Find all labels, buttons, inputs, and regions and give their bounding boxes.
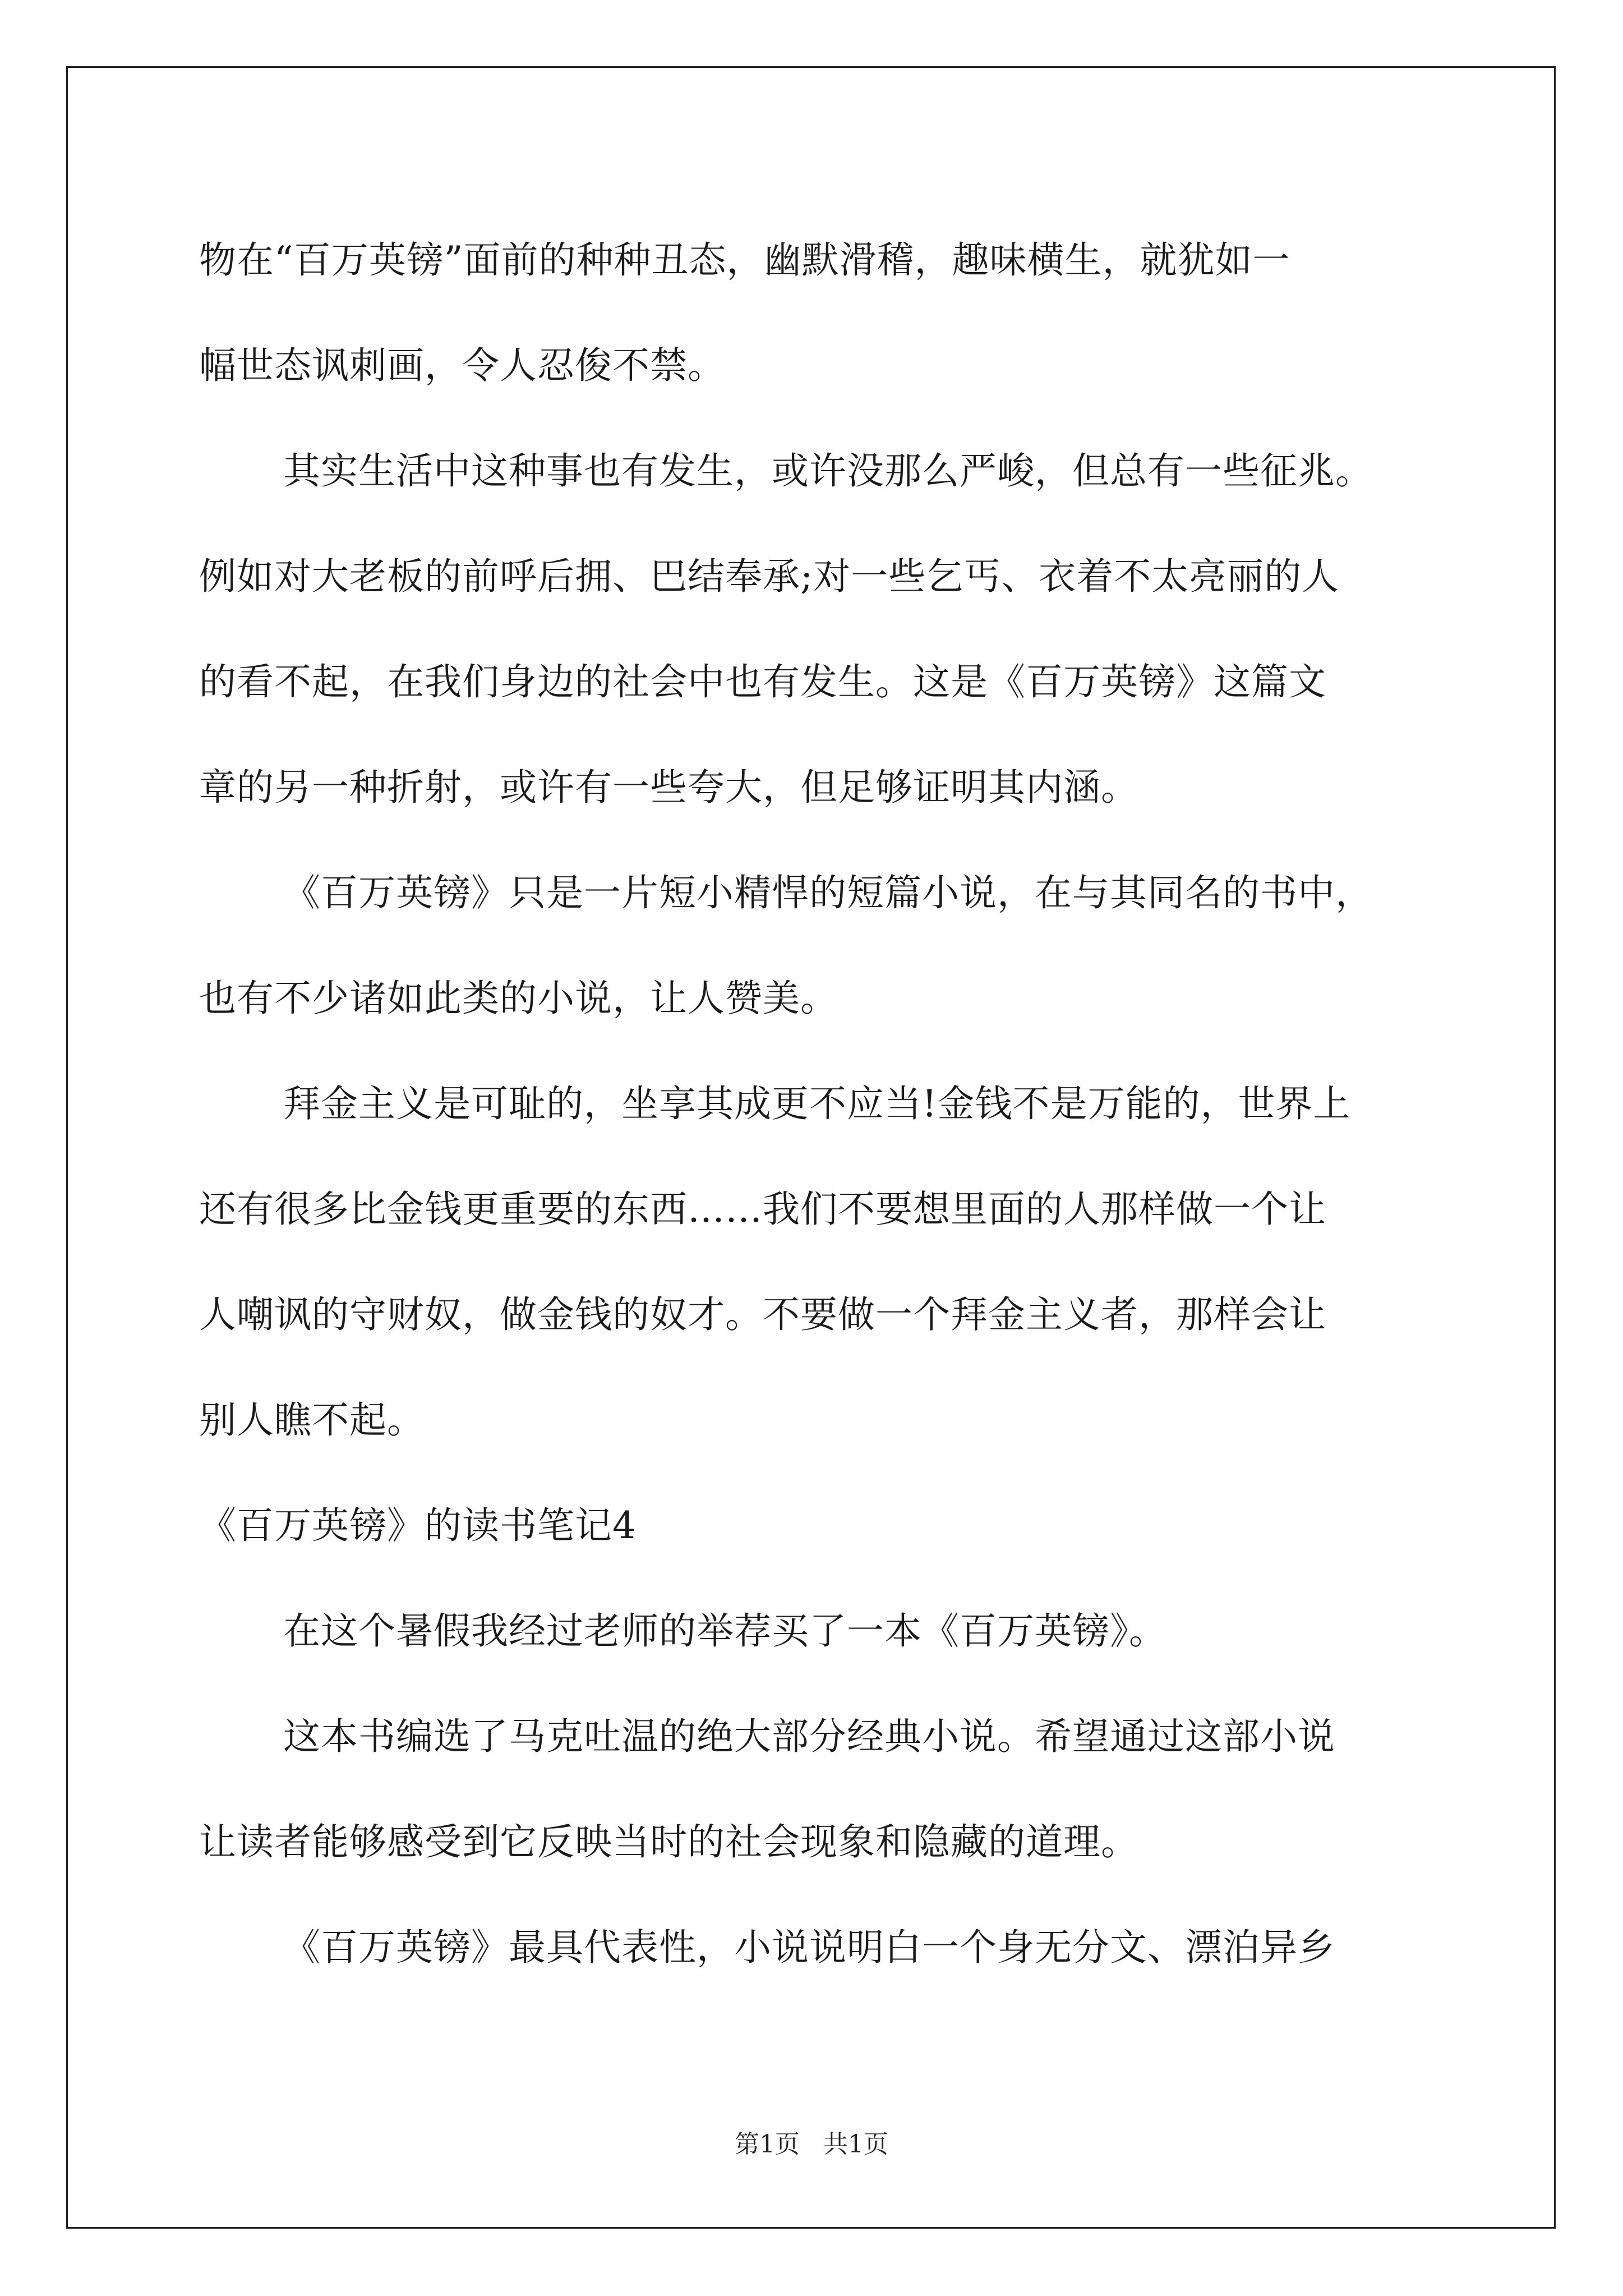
text-line: 人嘲讽的守财奴，做金钱的奴才。不要做一个拜金主义者，那样会让 — [199, 1293, 1326, 1336]
document-body — [199, 208, 1433, 2000]
text-line: 物在“百万英镑”面前的种种丑态，幽默滑稽，趣味横生，就犹如一 — [199, 238, 1290, 282]
text-line: 《百万英镑》最具代表性，小说说明白一个身无分文、漂泊异乡 — [283, 1926, 1335, 1969]
text-line: 让读者能够感受到它反映当时的社会现象和隐藏的道理。 — [199, 1820, 1138, 1864]
text-line: 还有很多比金钱更重要的东西……我们不要想里面的人那样做一个让 — [199, 1188, 1326, 1231]
text-line: 章的另一种折射，或许有一些夸大，但足够证明其内涵。 — [199, 766, 1138, 809]
text-line: 例如对大老板的前呼后拥、巴结奉承;对一些乞丐、衣着不太亮丽的人 — [199, 555, 1340, 598]
text-line: 其实生活中这种事也有发生，或许没那么严峻，但总有一些征兆。 — [283, 449, 1373, 493]
text-line: 幅世态讽刺画，令人忍俊不禁。 — [199, 344, 725, 387]
text-line: 别人瞧不起。 — [199, 1398, 425, 1442]
section-heading: 《百万英镑》的读书笔记4 — [199, 1504, 637, 1547]
text-line: 的看不起，在我们身边的社会中也有发生。这是《百万英镑》这篇文 — [199, 660, 1326, 703]
text-line: 在这个暑假我经过老师的举荐买了一本《百万英镑》。 — [283, 1609, 1166, 1653]
text-line: 拜金主义是可耻的，坐享其成更不应当!金钱不是万能的，世界上 — [283, 1082, 1351, 1125]
text-line: 《百万英镑》只是一片短小精悍的短篇小说，在与其同名的书中， — [283, 871, 1373, 914]
text-line: 也有不少诸如此类的小说，让人赞美。 — [199, 977, 838, 1020]
text-line: 这本书编选了马克吐温的绝大部分经典小说。希望通过这部小说 — [283, 1715, 1335, 1758]
page-number-footer: 第1页 共1页 — [735, 2130, 888, 2159]
